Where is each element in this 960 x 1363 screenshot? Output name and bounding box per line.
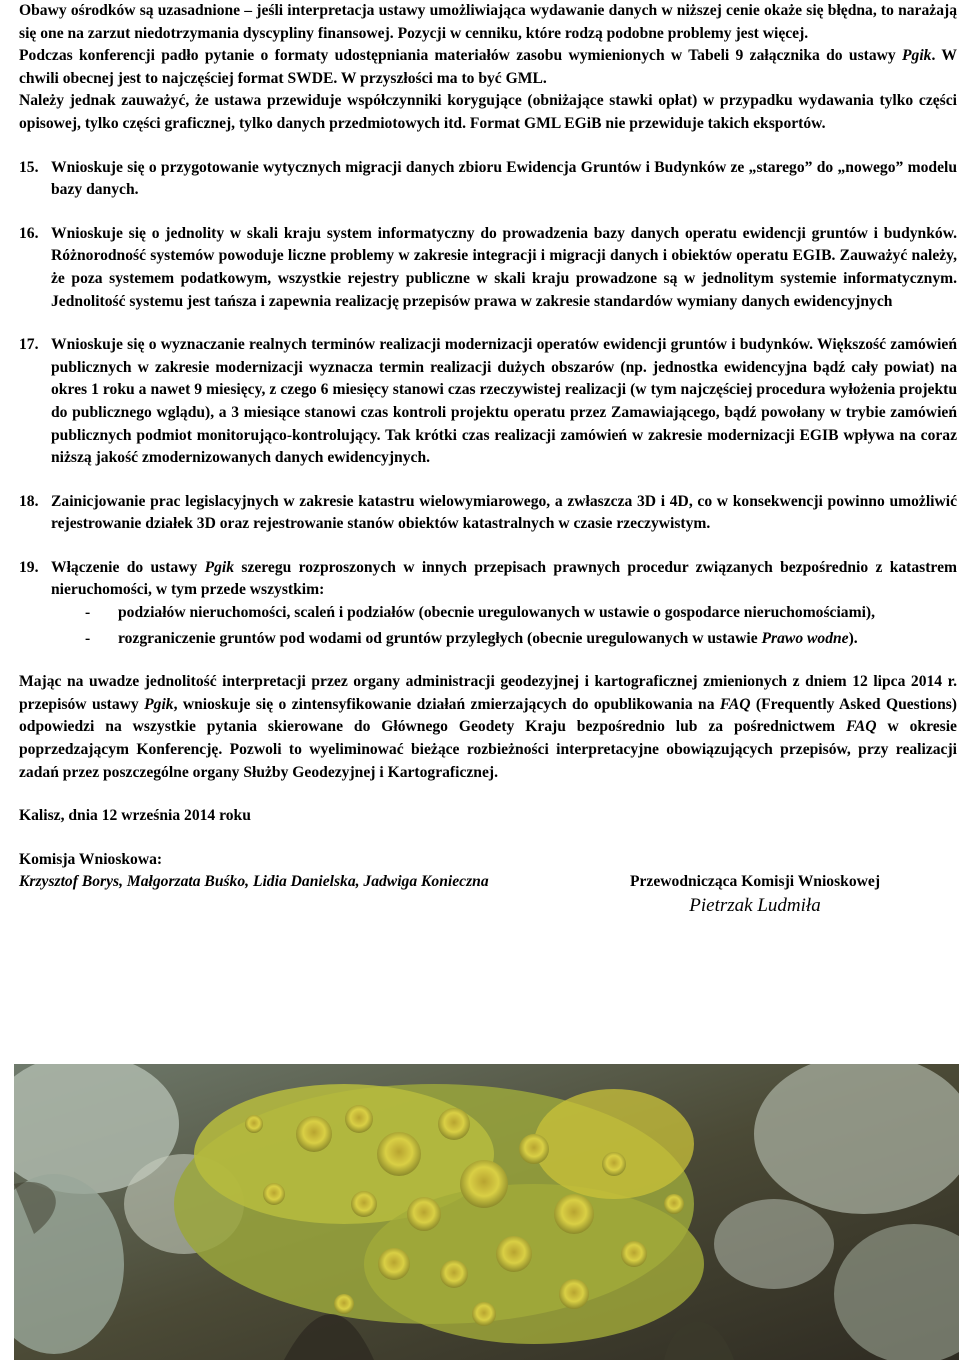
committee-members: Krzysztof Borys, Małgorzata Buśko, Lidia Danielska, Jadwiga Konieczna <box>19 873 489 891</box>
proposal-15 <box>19 157 957 202</box>
item-number: 15. <box>19 158 39 176</box>
chair-title: Przewodnicząca Komisji Wnioskowej <box>629 873 881 891</box>
intro-paragraph-1: Obawy ośrodków są uzasadnione – jeśli interpretacja ustawy umożliwiająca wydawanie danych w niższej cenie okaże się błędna, to narażają się one na zarzut niedotrzymania dyscypliny finansowej. Pozycji w cenniku, które rodzą podobne problemy jest więcej. <box>19 2 957 42</box>
item-text: Wnioskuje się o przygotowanie wytycznych migracji danych zbioru Ewidencja Gruntów i Budynków ze „starego” do „nowego” modelu bazy danych. <box>51 158 957 199</box>
intro-block <box>19 0 957 136</box>
proposal-19-sub-2: - rozgraniczenie gruntów pod wodami od gruntów przyległych (obecnie uregulowanych w ustawie Prawo wodne). <box>19 628 957 651</box>
dash-bullet: - <box>85 604 91 622</box>
closing-paragraph: Mając na uwadze jednolitość interpretacji przez organy administracji geodezyjnej i kartograficznej zmienionych z dniem 12 lipca 2014 r. przepisów ustawy Pgik, wnioskuje się o zintensyfikowanie działań zmierzających do opublikowania na FAQ (Frequently Asked Questions) odpowiedzi na wszystkie pytania skierowane do Głównego Geodety Kraju bezpośrednio lub za pośrednictwem FAQ w okresie poprzedzającym Konferencję. Pozwoli to wyeliminować bieżące rozbieżności interpretacyjne obowiązujących przepisów, przy realizacji zadań przez poszczególne organy Służby Geodezyjnej i Kartograficznej. <box>19 673 958 781</box>
place-date: Kalisz, dnia 12 września 2014 roku <box>19 807 251 825</box>
item-text: Zainicjowanie prac legislacyjnych w zakresie katastru wielowymiarowego, a zwłaszcza 3D i 4D, co w konsekwencji powinno umożliwić rejestrowanie działek 3D oraz rejestrowanie stanów obiektów katastralnych w czasie rzeczywistym. <box>51 492 957 533</box>
item-text: Wnioskuje się o jednolity w skali kraju system informatyczny do prowadzenia bazy danych operatu ewidencji gruntów i budynków. Różnorodność systemów powoduje liczne problemy w zakresie integracji i migracji danych i obiektów operatu EGIB. Zauważyć należy, że poza systemem podatkowym, wszystkie rejestry publiczne w skali kraju prowadzone są w jednolitym systemie informatycznym. Jednolitość systemu jest tańsza i zapewnia realizację przepisów prawa w zakresie standardów wymiany danych ewidencyjnych <box>51 224 957 310</box>
lichen-photo <box>14 1064 959 1360</box>
committee-label: Komisja Wnioskowa: <box>19 850 163 868</box>
intro-paragraph-2: Podczas konferencji padło pytanie o formaty udostępniania materiałów zasobu wymienionych w Tabeli 9 załącznika do ustawy Pgik. W chwili obecnej jest to najczęściej format SWDE. W przyszłości ma to być GML. <box>19 47 958 87</box>
intro-paragraph-3: Należy jednak zauważyć, że ustawa przewiduje współczynniki korygujące (obniżające stawki opłat) w przypadku wydawania tylko części opisowej, tylko części graficznej, tylko danych przedmiotowych itd. Format GML EGiB nie przewiduje takich eksportów. <box>19 92 957 132</box>
proposal-17 <box>19 334 957 470</box>
item-number: 18. <box>19 492 39 510</box>
chair-signature: Pietrzak Ludmiła <box>689 895 821 916</box>
item-text: Wnioskuje się o wyznaczanie realnych terminów realizacji modernizacji operatów ewidencji gruntów i budynków. Większość zamówień publicznych w zakresie modernizacji wyznacza termin realizacji dużych obszarów (np. jednostka ewidencyjna bądź cały powiat) na okres 1 roku a nawet 9 miesięcy, z czego 6 miesięcy stanowi czas rzeczywistej realizacji (w tym najczęściej procedura wyłożenia projektu do publicznego wglądu), a 3 miesiące stanowi czas kontroli projektu operatu przez Zamawiającego, bądź powołany w trybie zamówień publicznych podmiot monitorująco-kontrolujący. Tak krótki czas realizacji zamówień w zakresie modernizacji EGIB wpływa na coraz niższą jakość zmodernizowanych danych ewidencyjnych. <box>51 336 957 467</box>
chair-block <box>610 871 900 917</box>
signature-row <box>19 871 957 931</box>
dash-bullet: - <box>85 629 91 647</box>
proposal-18 <box>19 491 957 536</box>
item-number: 16. <box>19 224 39 242</box>
proposal-19-sub-1: - podziałów nieruchomości, scaleń i podziałów (obecnie uregulowanych w ustawie o gospodarce nieruchomościami), <box>19 602 957 625</box>
item-number: 19. <box>19 558 39 576</box>
lichen-photo-graphic <box>14 1064 959 1360</box>
item-number: 17. <box>19 336 39 354</box>
proposal-19: 19. Włączenie do ustawy Pgik szeregu rozproszonych w innych przepisach prawnych procedur związanych bezpośrednio z katastrem nieruchomości, w tym przede wszystkim: <box>19 558 957 599</box>
document-page <box>19 0 957 931</box>
proposal-16 <box>19 223 957 313</box>
